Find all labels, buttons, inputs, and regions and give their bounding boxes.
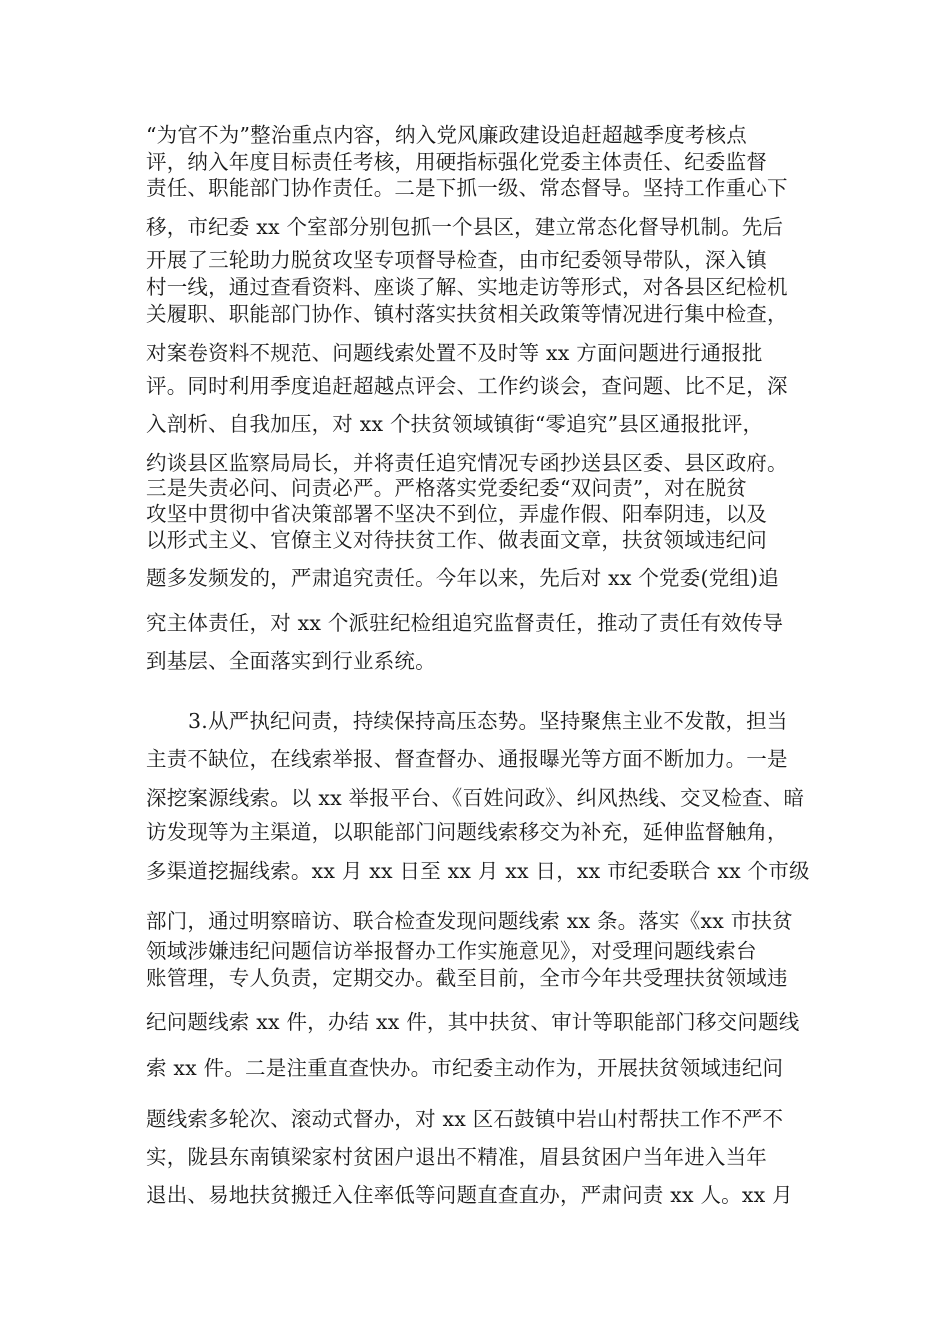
text-line: 三是失责必问、问责必严。严格落实党委纪委“双问责”，对在脱贫 <box>146 476 747 500</box>
section-heading-line: 3.从严执纪问责，持续保持高压态势。坚持聚焦主业不发散，担当 <box>188 709 788 733</box>
text-line: 实，陇县东南镇梁家村贫困户退出不精准，眉县贫困户当年进入当年 <box>146 1145 767 1169</box>
text-line: 开展了三轮助力脱贫攻坚专项督导检查，由市纪委领导带队，深入镇 <box>146 248 767 272</box>
text-line: 攻坚中贯彻中省决策部署不坚决不到位，弄虚作假、阳奉阴违，以及 <box>146 502 767 526</box>
text-line: 访发现等为主渠道，以职能部门问题线索移交为补充，延伸监督触角， <box>146 820 788 844</box>
text-line: 评。同时利用季度追赶超越点评会、工作约谈会，查问题、比不足，深 <box>146 374 788 398</box>
text-line: 深挖案源线索。以 xx 举报平台、《百姓问政》、纠风热线、交叉检查、暗 <box>146 786 805 810</box>
text-line: 评，纳入年度目标责任考核，用硬指标强化党委主体责任、纪委监督 <box>146 150 767 174</box>
text-line: 账管理，专人负责，定期交办。截至目前，全市今年共受理扶贫领域违 <box>146 966 788 990</box>
text-line: 究主体责任，对 xx 个派驻纪检组追究监督责任，推动了责任有效传导 <box>146 611 784 635</box>
text-line: 到基层、全面落实到行业系统。 <box>146 649 436 673</box>
text-line: 以形式主义、官僚主义对待扶贫工作、做表面文章，扶贫领域违纪问 <box>146 528 767 552</box>
text-line: 村一线，通过查看资料、座谈了解、实地走访等形式，对各县区纪检机 <box>146 275 788 299</box>
text-line: 题多发频发的，严肃追究责任。今年以来，先后对 xx 个党委(党组)追 <box>146 566 779 590</box>
text-line: 约谈县区监察局局长，并将责任追究情况专函抄送县区委、县区政府。 <box>146 451 788 475</box>
text-line: 主责不缺位，在线索举报、督查督办、通报曝光等方面不断加力。一是 <box>146 747 788 771</box>
text-line: 责任、职能部门协作责任。二是下抓一级、常态督导。坚持工作重心下 <box>146 176 788 200</box>
text-line: 退出、易地扶贫搬迁入住率低等问题直查直办，严肃问责 xx 人。xx 月 <box>146 1183 793 1207</box>
text-line: 移，市纪委 xx 个室部分别包抓一个县区，建立常态化督导机制。先后 <box>146 215 784 239</box>
text-line: 纪问题线索 xx 件，办结 xx 件，其中扶贫、审计等职能部门移交问题线 <box>146 1010 800 1034</box>
text-line: 题线索多轮次、滚动式督办，对 xx 区石鼓镇中岩山村帮扶工作不严不 <box>146 1107 784 1131</box>
text-line: 领域涉嫌违纪问题信访举报督办工作实施意见》，对受理问题线索台 <box>146 939 757 963</box>
text-line: 入剖析、自我加压，对 xx 个扶贫领域镇街“零追究”县区通报批评， <box>146 412 764 436</box>
text-line: 部门，通过明察暗访、联合检查发现问题线索 xx 条。落实《xx 市扶贫 <box>146 909 793 933</box>
text-line: 关履职、职能部门协作、镇村落实扶贫相关政策等情况进行集中检查， <box>146 302 788 326</box>
text-line: 多渠道挖掘线索。xx 月 xx 日至 xx 月 xx 日，xx 市纪委联合 xx 个市级 <box>146 859 810 883</box>
text-line: 对案卷资料不规范、问题线索处置不及时等 xx 方面问题进行通报批 <box>146 341 763 365</box>
text-line: “为官不为”整治重点内容，纳入党风廉政建设追赶超越季度考核点 <box>146 123 747 147</box>
text-line: 索 xx 件。二是注重直查快办。市纪委主动作为，开展扶贫领域违纪问 <box>146 1056 784 1080</box>
